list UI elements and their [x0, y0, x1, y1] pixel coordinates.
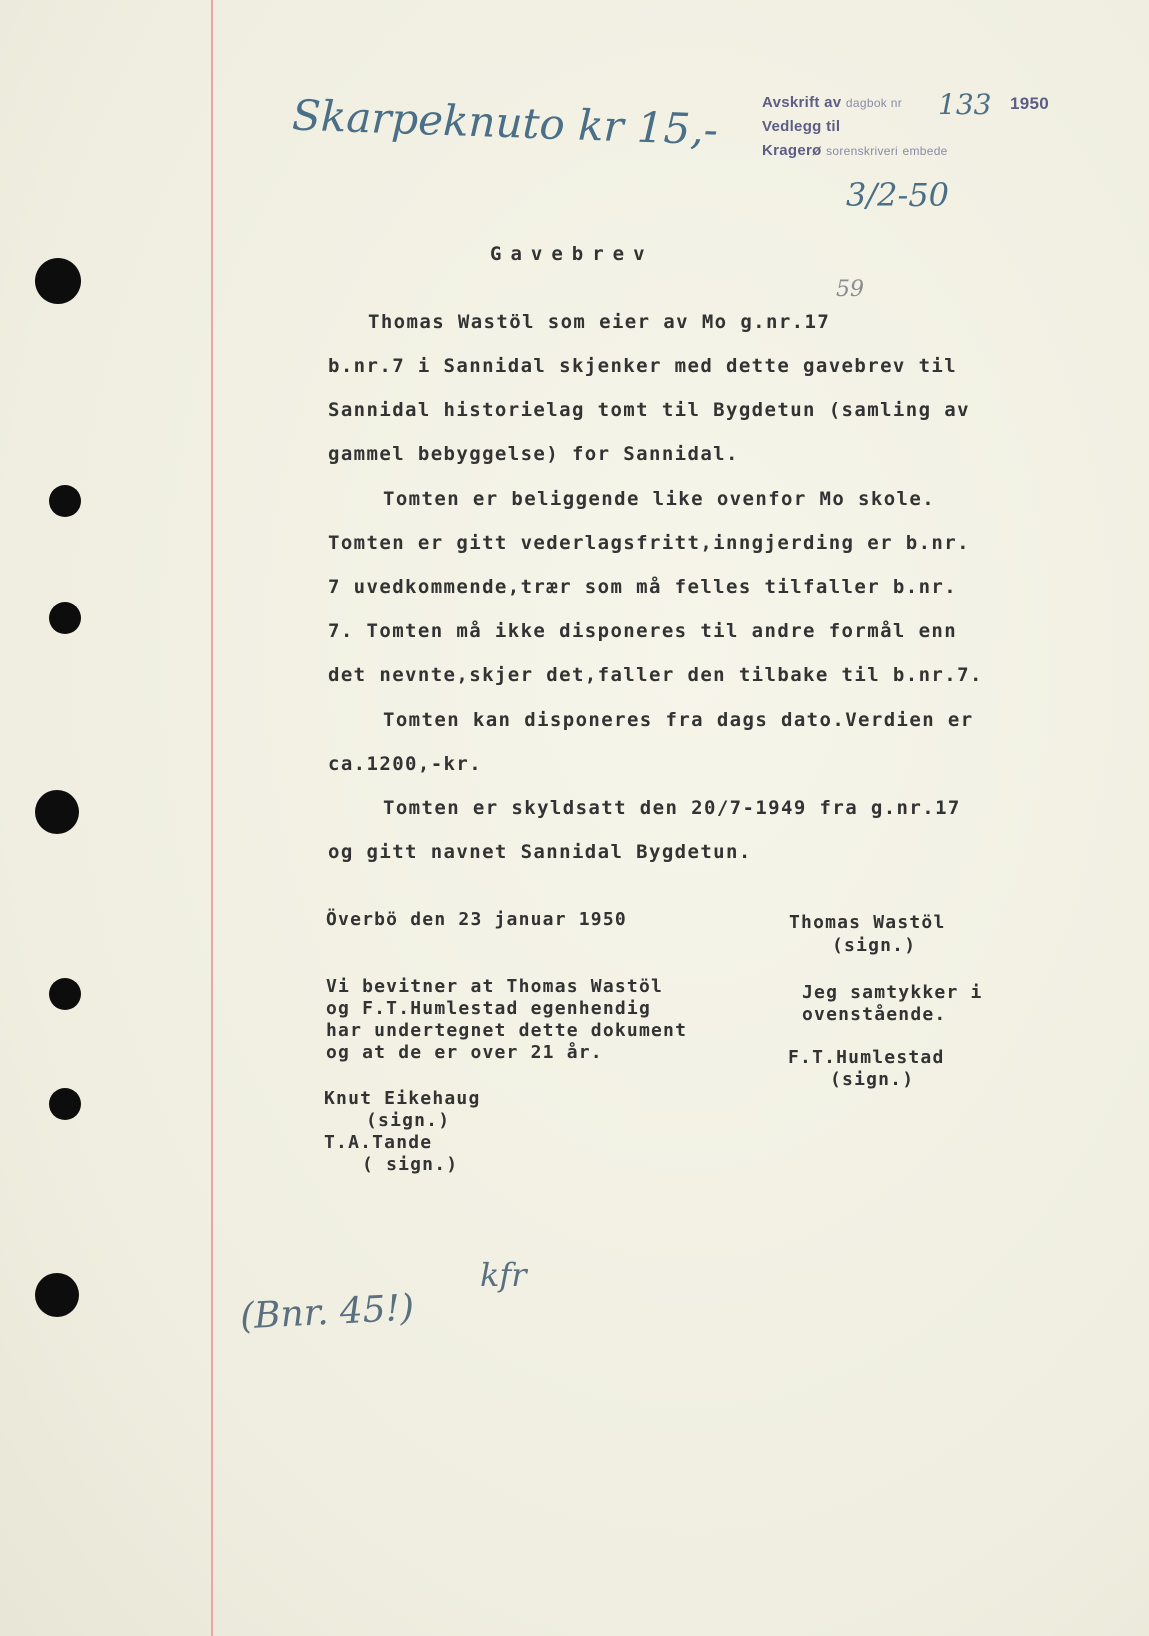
- binder-hole: [49, 485, 81, 517]
- page-number: 59: [836, 277, 864, 302]
- witness-line: og F.T.Humlestad egenhendig: [326, 998, 651, 1019]
- stamp-line2: Vedlegg til: [762, 118, 841, 135]
- initials: kfr: [480, 1256, 527, 1294]
- document-title: Gavebrev: [490, 243, 654, 265]
- binder-hole: [49, 978, 81, 1010]
- consent-line: ovenstående.: [802, 1004, 947, 1025]
- body-line: 7. Tomten må ikke disponeres til andre formål enn: [328, 620, 958, 642]
- body-line: det nevnte,skjer det,faller den tilbake til b.nr.7.: [328, 664, 983, 686]
- body-line: Tomten er beliggende like ovenfor Mo skole.: [383, 488, 936, 510]
- body-line: Tomten er skyldsatt den 20/7-1949 fra g.nr.17: [383, 797, 961, 819]
- body-line: og gitt navnet Sannidal Bygdetun.: [328, 841, 752, 863]
- body-line: Thomas Wastöl som eier av Mo g.nr.17: [368, 311, 831, 333]
- stamp-line3: Kragerø sorenskriveri embede: [762, 142, 948, 159]
- witness-line: Vi bevitner at Thomas Wastöl: [326, 976, 664, 997]
- signer1-sign: (sign.): [832, 935, 917, 956]
- consent-line: Jeg samtykker i: [802, 982, 983, 1003]
- body-line: b.nr.7 i Sannidal skjenker med dette gavebrev til: [328, 355, 958, 377]
- binder-hole: [35, 1273, 79, 1317]
- margin-line: [211, 0, 213, 1636]
- body-line: Tomten er gitt vederlagsfritt,inngjerding er b.nr.: [328, 532, 970, 554]
- fee-note: Skarpeknuto kr 15,-: [291, 90, 719, 155]
- body-line: ca.1200,-kr.: [328, 753, 483, 775]
- witness1-sign: (sign.): [366, 1110, 451, 1131]
- body-line: Tomten kan disponeres fra dags dato.Verdien er: [383, 709, 974, 731]
- body-line: Sannidal historielag tomt til Bygdetun (samling av: [328, 399, 970, 421]
- stamp-line1: Avskrift av dagbok nr: [762, 94, 902, 111]
- binder-hole: [49, 602, 81, 634]
- body-line: gammel bebyggelse) for Sannidal.: [328, 443, 739, 465]
- witness-line: har undertegnet dette dokument: [326, 1020, 688, 1041]
- signer2-name: F.T.Humlestad: [788, 1047, 945, 1068]
- signer1-name: Thomas Wastöl: [789, 912, 946, 933]
- witness2-sign: ( sign.): [362, 1154, 459, 1175]
- body-line: 7 uvedkommende,trær som må felles tilfaller b.nr.: [328, 576, 958, 598]
- place-date: Överbö den 23 januar 1950: [326, 909, 627, 930]
- binder-hole: [35, 790, 79, 834]
- stamp-year: 1950: [1010, 94, 1050, 113]
- signer2-sign: (sign.): [830, 1069, 915, 1090]
- binder-hole: [49, 1088, 81, 1120]
- stamp-date: 3/2-50: [846, 176, 950, 214]
- witness1-name: Knut Eikehaug: [324, 1088, 481, 1109]
- bruksnummer-note: (Bnr. 45!): [239, 1287, 416, 1338]
- binder-hole: [35, 258, 81, 304]
- witness2-name: T.A.Tande: [324, 1132, 433, 1153]
- witness-line: og at de er over 21 år.: [326, 1042, 603, 1063]
- entry-number: 133: [938, 88, 992, 121]
